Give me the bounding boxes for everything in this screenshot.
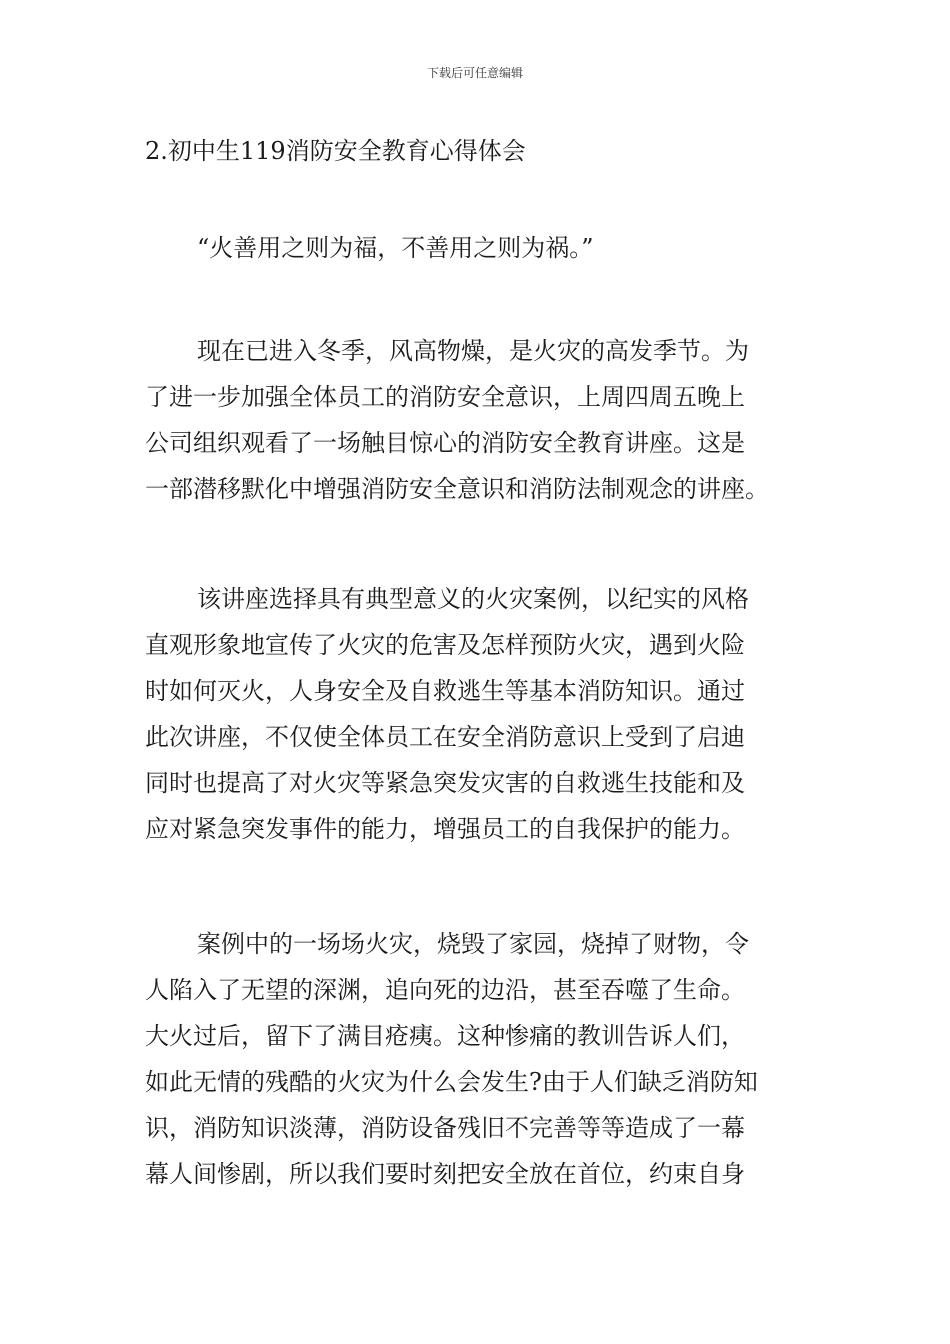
paragraph-line: 此次讲座，不仅使全体员工在安全消防意识上受到了启迪 xyxy=(145,723,745,751)
paragraph-line: 大火过后，留下了满目疮痍。这种惨痛的教训告诉人们， xyxy=(145,1022,745,1050)
paragraph-2 xyxy=(145,576,810,852)
paragraph-line: 该讲座选择具有典型意义的火灾案例，以纪实的风格 xyxy=(197,585,749,613)
quote-line: “火善用之则为福，不善用之则为祸。” xyxy=(197,234,594,262)
page-header: 下载后可任意编辑 xyxy=(426,66,523,80)
paragraph-line: 现在已进入冬季，风高物燥，是火灾的高发季节。为 xyxy=(197,337,749,365)
paragraph-line: 时如何灭火，人身安全及自救逃生等基本消防知识。通过 xyxy=(145,677,745,705)
paragraph-line: 幕人间惨剧，所以我们要时刻把安全放在首位，约束自身 xyxy=(145,1160,745,1188)
paragraph-line: 识，消防知识淡薄，消防设备残旧不完善等等造成了一幕 xyxy=(145,1114,745,1142)
paragraph-1 xyxy=(145,328,810,512)
paragraph-line: 如此无情的残酷的火灾为什么会发生?由于人们缺乏消防知 xyxy=(145,1068,758,1096)
paragraph-3 xyxy=(145,921,810,1197)
paragraph-line: 公司组织观看了一场触目惊心的消防安全教育讲座。这是 xyxy=(145,429,745,457)
document-title: 2.初中生119消防安全教育心得体会 xyxy=(145,137,526,165)
paragraph-line: 应对紧急突发事件的能力，增强员工的自我保护的能力。 xyxy=(145,815,745,843)
paragraph-line: 了进一步加强全体员工的消防安全意识，上周四周五晚上 xyxy=(145,383,745,411)
paragraph-line: 同时也提高了对火灾等紧急突发灾害的自救逃生技能和及 xyxy=(145,769,745,797)
paragraph-line: 一部潜移默化中增强消防安全意识和消防法制观念的讲座。 xyxy=(145,475,769,503)
paragraph-line: 案例中的一场场火灾，烧毁了家园，烧掉了财物，令 xyxy=(197,930,749,958)
paragraph-line: 人陷入了无望的深渊，追向死的边沿，甚至吞噬了生命。 xyxy=(145,976,745,1004)
paragraph-line: 直观形象地宣传了火灾的危害及怎样预防火灾，遇到火险 xyxy=(145,631,745,659)
